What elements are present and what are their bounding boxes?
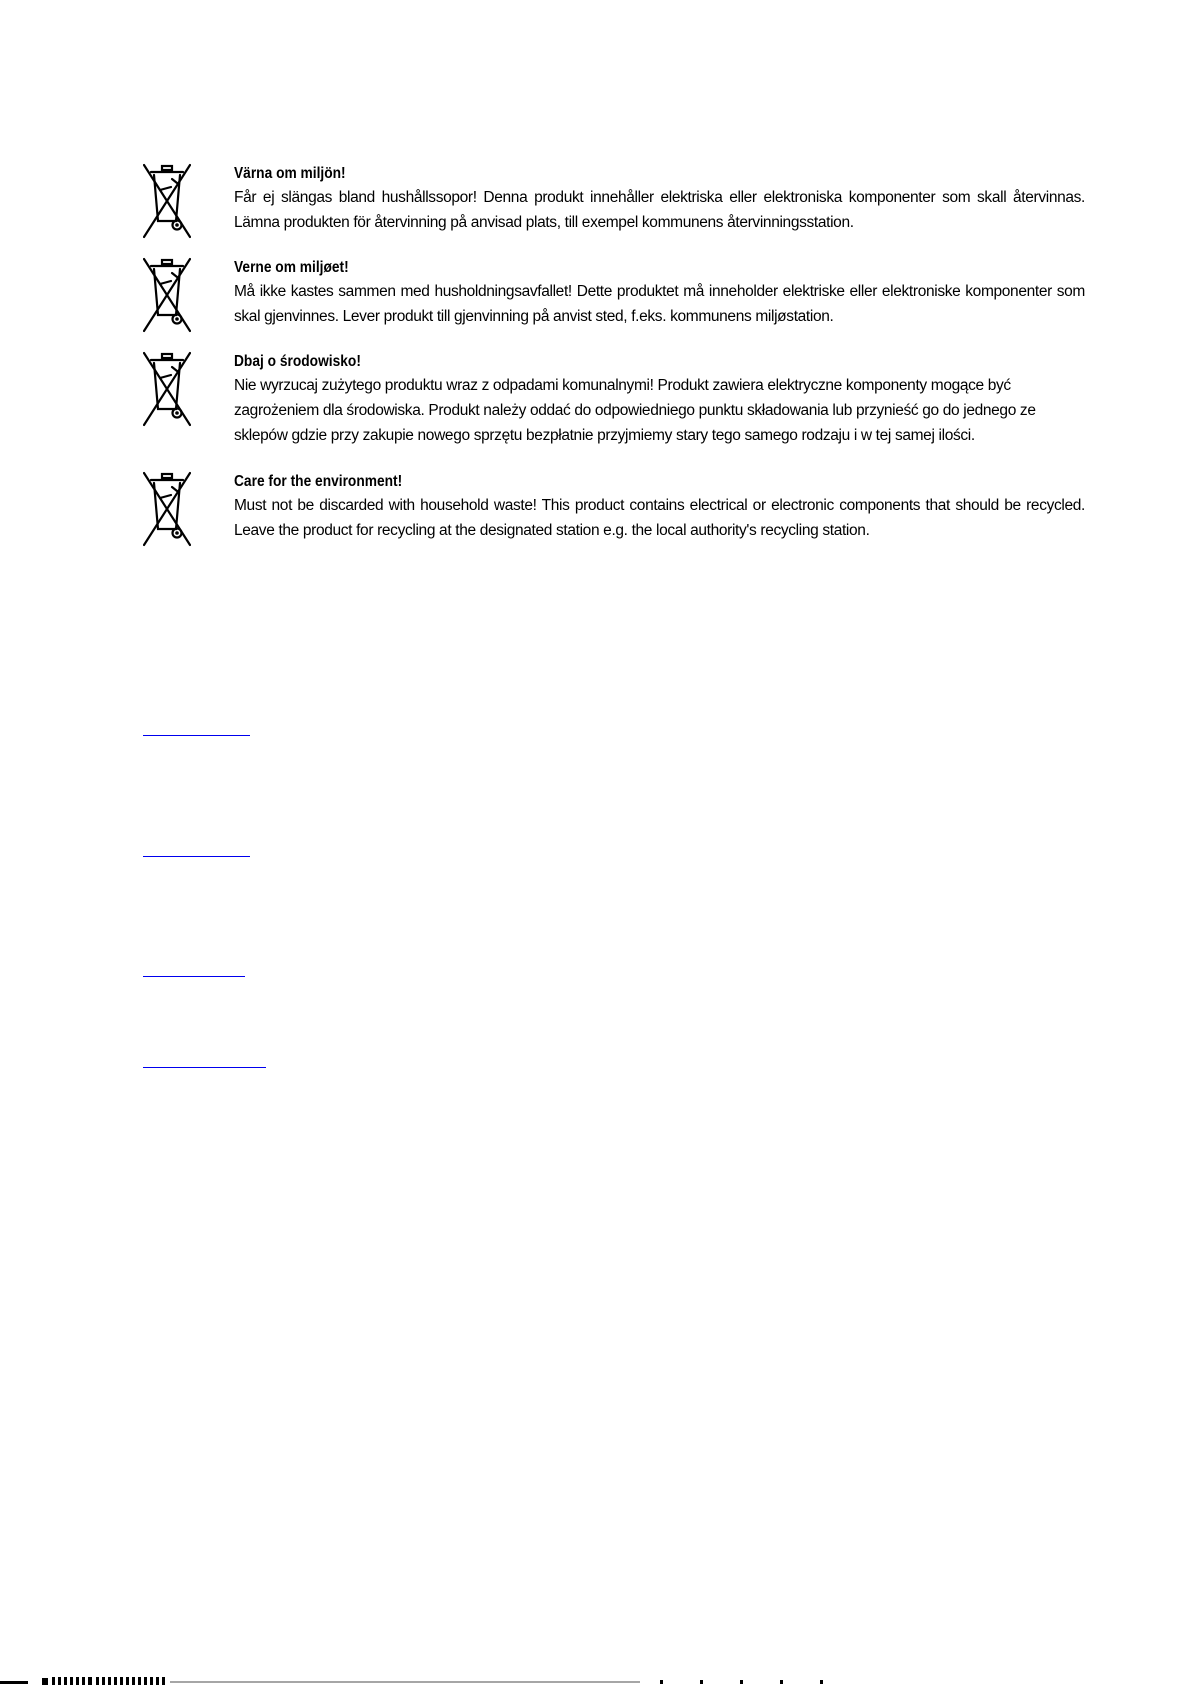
notice-title: Care for the environment! <box>234 473 403 490</box>
notice-title: Dbaj o środowisko! <box>234 353 361 370</box>
notice-title: Verne om miljøet! <box>234 259 349 276</box>
notice-title: Värna om miljön! <box>234 165 346 182</box>
notice-polish <box>143 351 1085 448</box>
crossed-out-wheelie-bin-icon <box>143 471 191 547</box>
notice-swedish <box>143 163 1085 235</box>
notice-english <box>143 471 1085 543</box>
notice-norwegian <box>143 257 1085 329</box>
notice-body: Must not be discarded with household waste! This product contains electrical or electronic components that should be recycled. Leave the product for recycling at the designated station e.g. the local authority's recycling station. <box>234 497 1085 539</box>
crossed-out-wheelie-bin-icon <box>143 163 191 239</box>
link-underline[interactable] <box>143 735 250 736</box>
crossed-out-wheelie-bin-icon <box>143 257 191 333</box>
link-underline[interactable] <box>143 1067 266 1068</box>
cropped-footer-marks <box>0 1674 1192 1685</box>
notice-body: Må ikke kastes sammen med husholdningsavfallet! Dette produktet må inneholder elektriske eller elektroniske komponenter som skal gjenvinnes. Lever produkt till gjenvinning på anvist sted, f.eks. kommunens miljøstation. <box>234 283 1085 325</box>
notice-body: Får ej slängas bland hushållssopor! Denna produkt innehåller elektriska eller elektroniska komponenter som skall återvinnas. Lämna produkten för återvinning på anvisad plats, till exempel kommunens återvinningsstation. <box>234 189 1085 231</box>
crossed-out-wheelie-bin-icon <box>143 351 191 427</box>
notice-body: Nie wyrzucaj zużytego produktu wraz z odpadami komunalnymi! Produkt zawiera elektryczne komponenty mogące być zagrożeniem dla środowiska. Produkt należy oddać do odpowiedniego punktu składowania lub przynieść go do jednego ze sklepów gdzie przy zakupie nowego sprzętu bezpłatnie przyjmiemy stary tego samego rodzaju i w tej samej ilości. <box>234 377 1036 444</box>
link-underline[interactable] <box>143 856 250 857</box>
link-underline[interactable] <box>143 976 245 977</box>
